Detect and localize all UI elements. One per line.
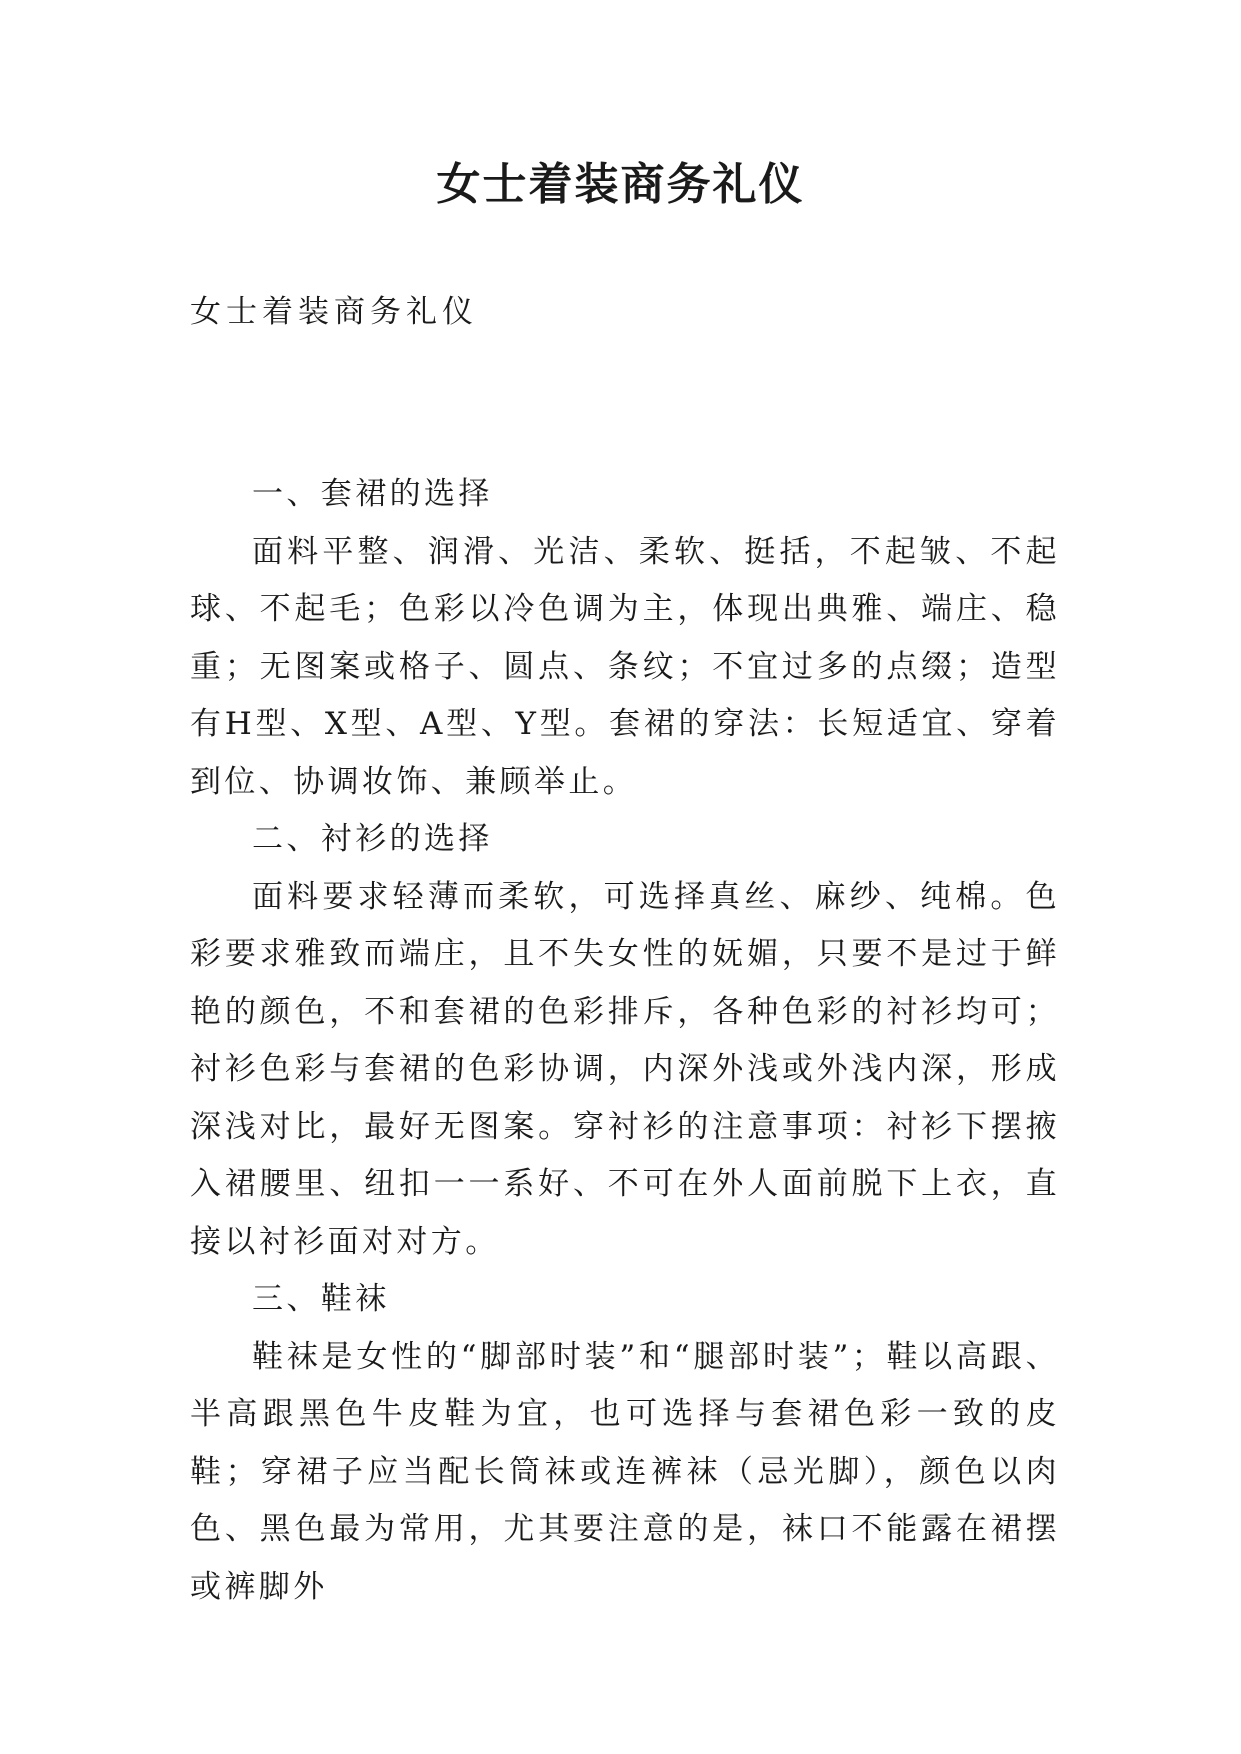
document-subtitle: 女士着装商务礼仪 <box>190 294 478 330</box>
section-heading-1: 一、套裙的选择 <box>252 476 493 512</box>
document-title: 女士着装商务礼仪 <box>436 159 805 210</box>
document-body <box>190 466 1060 1616</box>
section-heading-3: 三、鞋袜 <box>252 1281 390 1317</box>
paragraph-1: 面料平整、润滑、光洁、柔软、挺括，不起皱、不起球、不起毛；色彩以冷色调为主，体现出典雅、端庄、稳重；无图案或格子、圆点、条纹；不宜过多的点缀；造型有H型、X型、A型、Y型。套裙的穿法：长短适宜、穿着到位、协调妆饰、兼顾举止。 <box>190 533 1060 800</box>
paragraph-3: 鞋袜是女性的“脚部时装”和“腿部时装”；鞋以高跟、半高跟黑色牛皮鞋为宜，也可选择与套裙色彩一致的皮鞋；穿裙子应当配长筒袜或连裤袜（忌光脚），颜色以肉色、黑色最为常用，尤其要注意的是，袜口不能露在裙摆或裤脚外 <box>190 1338 1060 1605</box>
paragraph-2: 面料要求轻薄而柔软，可选择真丝、麻纱、纯棉。色彩要求雅致而端庄，且不失女性的妩媚，只要不是过于鲜艳的颜色，不和套裙的色彩排斥，各种色彩的衬衫均可；衬衫色彩与套裙的色彩协调，内深外浅或外浅内深，形成深浅对比，最好无图案。穿衬衫的注意事项：衬衫下摆掖入裙腰里、纽扣一一系好、不可在外人面前脱下上衣，直接以衬衫面对对方。 <box>190 878 1060 1260</box>
section-heading-2: 二、衬衫的选择 <box>252 821 493 857</box>
